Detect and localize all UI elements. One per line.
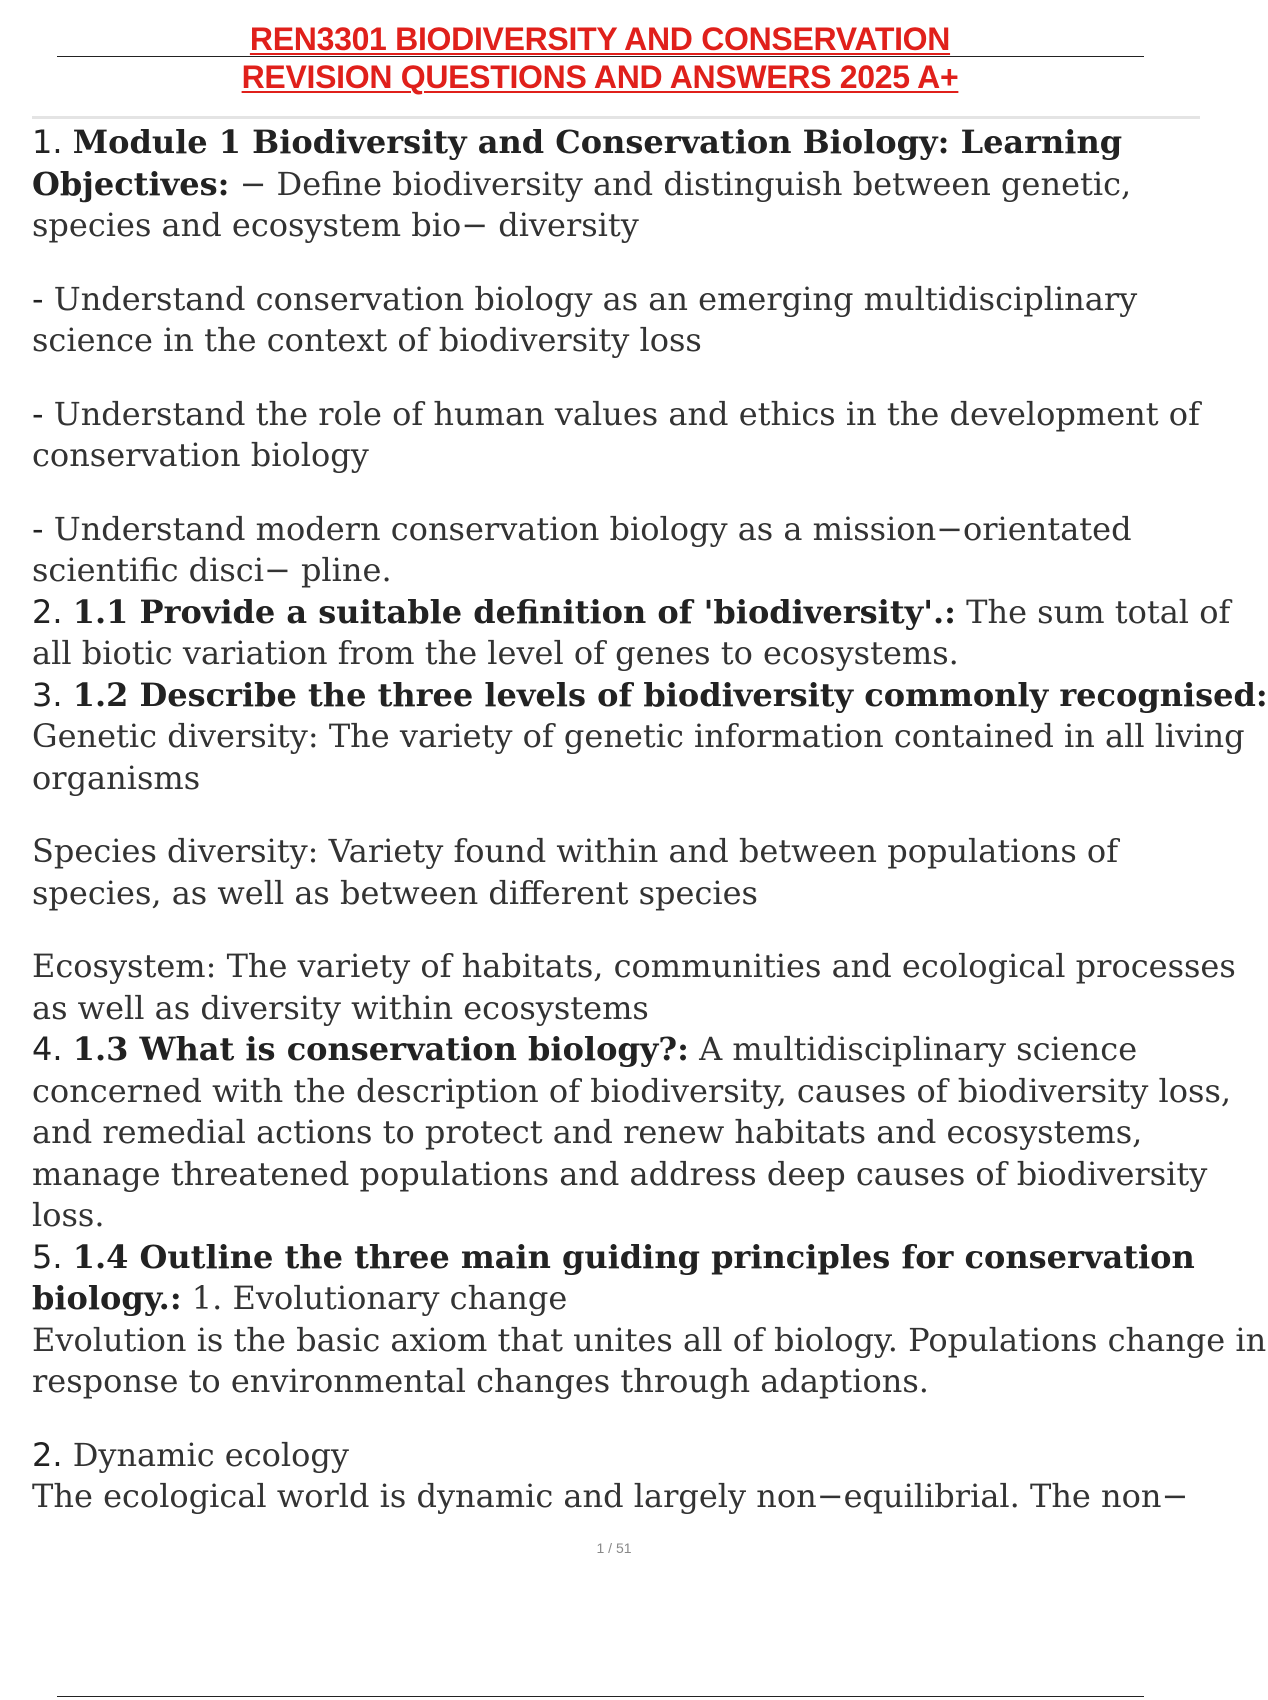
document-title-line-1: REN3301 BIODIVERSITY AND CONSERVATION bbox=[249, 21, 951, 57]
item-5-line: Evolution is the basic axiom that unites all of biology. Populations change in bbox=[32, 1320, 1267, 1359]
item-1-bullet: - Understand modern conservation biology as a mission−orientated bbox=[32, 509, 1132, 548]
document-body bbox=[32, 122, 1268, 1518]
page-number: 1 / 51 bbox=[596, 1540, 632, 1556]
item-2-line: all biotic variation from the level of genes to ecosystems. bbox=[32, 634, 959, 672]
item-3-line: Genetic diversity: The variety of genetic information contained in all living bbox=[32, 717, 1245, 755]
item-1-line: Objectives: − Define biodiversity and distinguish between genetic, bbox=[32, 164, 1132, 203]
item-4-line: and remedial actions to protect and renew habitats and ecosystems, bbox=[32, 1113, 1143, 1151]
item-3-line: species, as well as between different species bbox=[32, 873, 758, 912]
document-title-line-2: REVISION QUESTIONS AND ANSWERS 2025 A+ bbox=[241, 59, 959, 95]
item-5-subheading: 2. Dynamic ecology bbox=[32, 1435, 349, 1474]
item-3-heading: 3. 1.2 Describe the three levels of biodiversity commonly recognised: bbox=[32, 675, 1268, 714]
item-1-line: conservation biology bbox=[32, 436, 369, 474]
header-separator bbox=[32, 116, 1200, 119]
item-1-bullet: - Understand conservation biology as an emerging multidisciplinary bbox=[32, 279, 1138, 318]
item-5-line: The ecological world is dynamic and largely non−equilibrial. The non− bbox=[32, 1477, 1189, 1515]
item-4-line: manage threatened populations and address deep causes of biodiversity bbox=[32, 1154, 1208, 1193]
item-3-line: as well as diversity within ecosystems bbox=[32, 988, 649, 1027]
item-3-line: organisms bbox=[32, 758, 201, 797]
item-5-line: response to environmental changes through adaptions. bbox=[32, 1362, 929, 1400]
item-3-line: Species diversity: Variety found within and between populations of bbox=[32, 832, 1119, 870]
item-1-heading: 1. Module 1 Biodiversity and Conservation Biology: Learning bbox=[32, 123, 1123, 161]
item-5-line: biology.: 1. Evolutionary change bbox=[32, 1279, 568, 1317]
item-4-heading: 4. 1.3 What is conservation biology?: A multidisciplinary science bbox=[32, 1030, 1138, 1068]
item-5-heading: 5. 1.4 Outline the three main guiding principles for conservation bbox=[32, 1237, 1195, 1276]
item-1-line: science in the context of biodiversity loss bbox=[32, 321, 702, 359]
item-2-heading: 2. 1.1 Provide a suitable definition of 'biodiversity'.: The sum total of bbox=[32, 592, 1231, 631]
item-4-line: concerned with the description of biodiversity, causes of biodiversity loss, bbox=[32, 1071, 1232, 1110]
item-3-line: Ecosystem: The variety of habitats, communities and ecological processes bbox=[32, 947, 1236, 985]
bottom-rule bbox=[57, 1696, 1144, 1697]
item-4-line: loss. bbox=[32, 1196, 105, 1234]
item-1-line: scientific disci− pline. bbox=[32, 551, 392, 589]
item-1-line: species and ecosystem bio− diversity bbox=[32, 206, 639, 244]
item-1-bullet: - Understand the role of human values and ethics in the development of bbox=[32, 394, 1200, 433]
